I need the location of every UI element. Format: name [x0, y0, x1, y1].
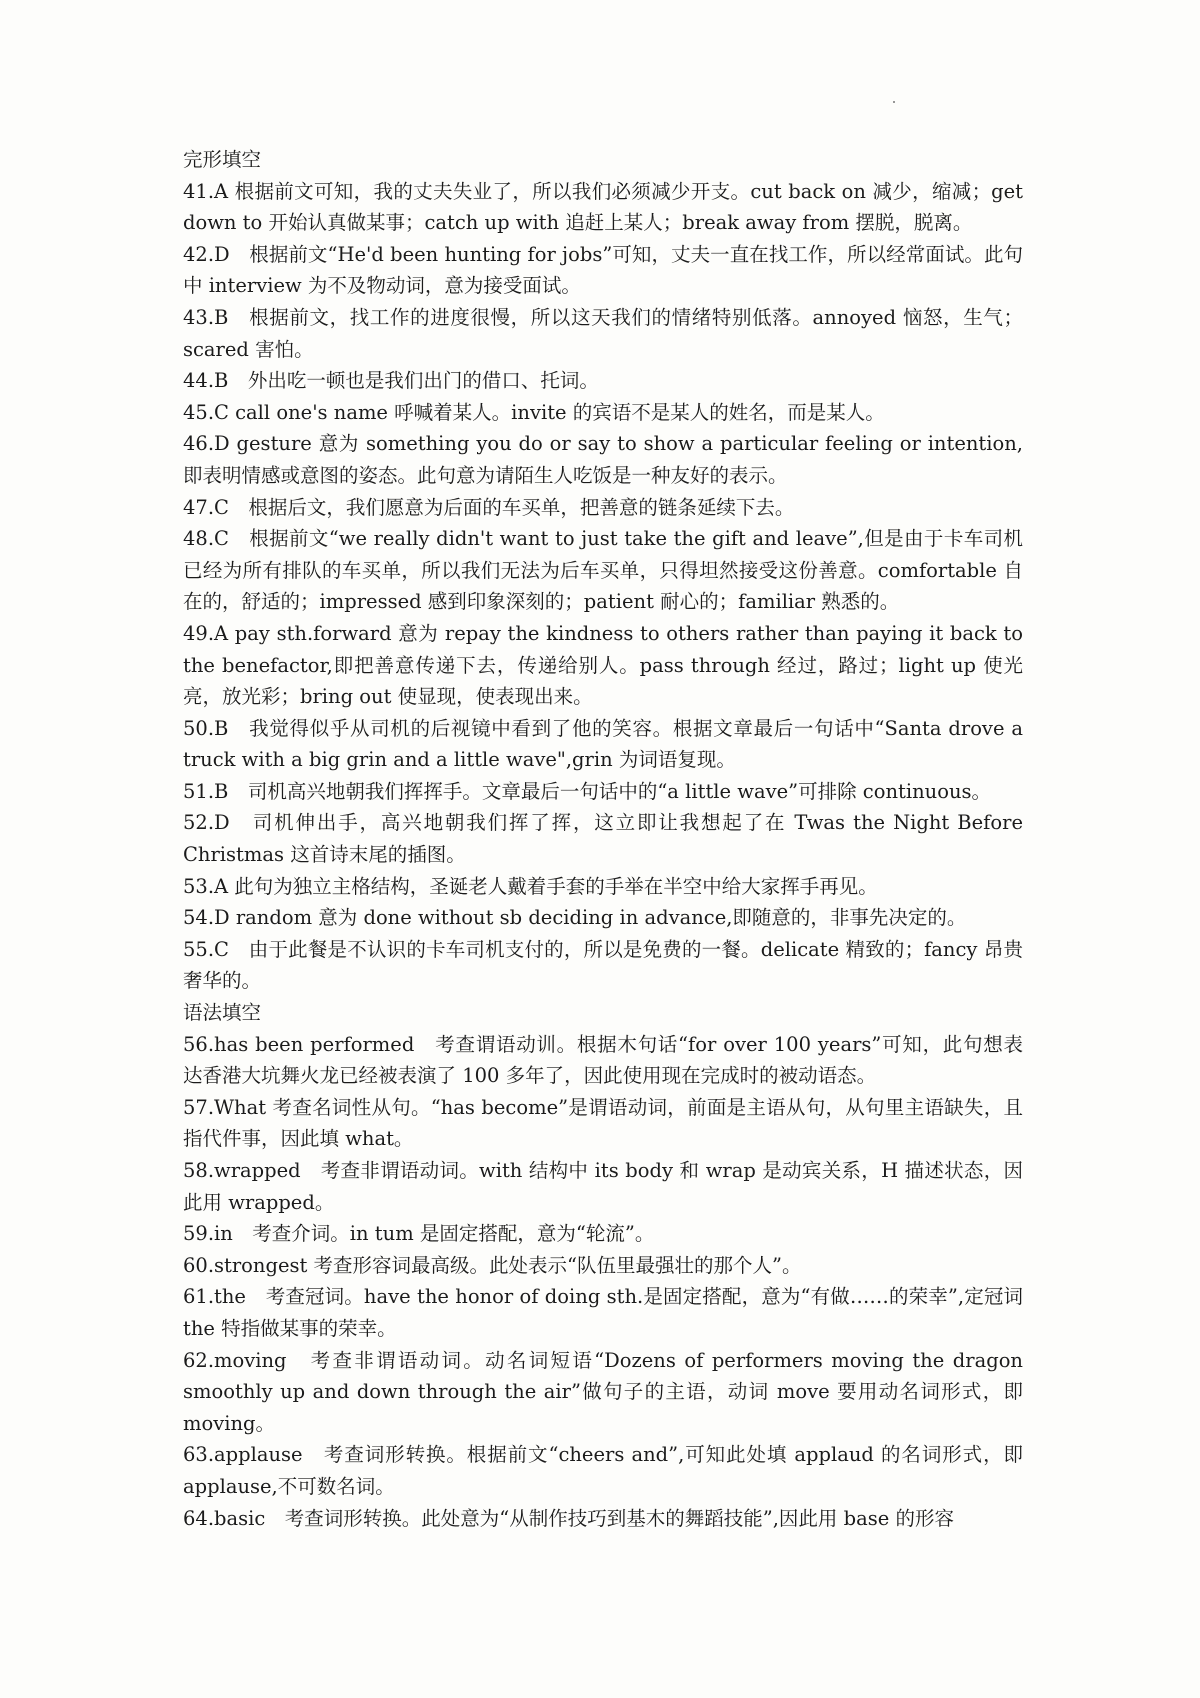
answer-51: 51.B 司机高兴地朝我们挥挥手。文章最后一句话中的“a little wave”可排除 continuous。 [183, 779, 992, 803]
answer-explanations [183, 144, 1023, 1534]
answer-58: 58.wrapped 考查非谓语动词。with 结构中 its body 和 wrap 是动宾关系，H 描述状态，因此用 wrapped。 [183, 1159, 1023, 1214]
answer-47: 47.C 根据后文，我们愿意为后面的车买单，把善意的链条延续下去。 [183, 495, 795, 519]
answer-42: 42.D 根据前文“He'd been hunting for jobs”可知，丈夫一直在找工作，所以经常面试。此句中 interview 为不及物动词，意为接受面试。 [183, 242, 1023, 298]
answer-62: 62.moving 考查非谓语动词。动名词短语“Dozens of performers moving the dragon smoothly up and down through the air”做句子的主语，动词 move 要用动名词形式，即 moving。 [183, 1348, 1023, 1435]
answer-59: 59.in 考查介词。in tum 是固定搭配，意为“轮流”。 [183, 1222, 655, 1246]
answer-56: 56.has been performed 考查谓语动训。根据木句话“for over 100 years”可知，此句想表达香港大坑舞火龙已经被表演了 100 多年了，因此使用现在完成时的被动语态。 [183, 1032, 1023, 1088]
answer-63: 63.applause 考查词形转换。根据前文“cheers and”,可知此处填 applaud 的名词形式，即 applause,不可数名词。 [183, 1443, 1023, 1498]
scan-speck [893, 101, 895, 103]
answer-53: 53.A 此句为独立主格结构，圣诞老人戴着手套的手举在半空中给大家挥手再见。 [183, 874, 878, 898]
section-heading-grammar: 语法填空 [183, 1001, 262, 1025]
answer-54: 54.D random 意为 done without sb deciding in advance,即随意的，非事先决定的。 [183, 906, 967, 930]
answer-60: 60.strongest 考查形容词最高级。此处表示“队伍里最强壮的那个人”。 [183, 1253, 802, 1277]
answer-64: 64.basic 考查词形转换。此处意为“从制作技巧到基木的舞蹈技能”,因此用 base 的形容 [183, 1506, 954, 1530]
answer-41: 41.A 根据前文可知，我的丈夫失业了，所以我们必须减少开支。cut back on 减少，缩减；get down to 开始认真做某事；catch up with 追赶上某人；break away from 摆脱，脱离。 [183, 179, 1023, 235]
answer-48: 48.C 根据前文“we really didn't want to just take the gift and leave”,但是由于卡车司机已经为所有排队的车买单，所以我们无法为后车买单，只得坦然接受这份善意。comfortable 自在的，舒适的；impressed 感到印象深刻的；patient 耐心的；familiar 熟悉的。 [183, 527, 1023, 614]
answer-50: 50.B 我觉得似乎从司机的后视镜中看到了他的笑容。根据文章最后一句话中“Santa drove a truck with a big grin and a little wave",grin 为词语复现。 [183, 716, 1023, 772]
answer-52: 52.D 司机伸出手，高兴地朝我们挥了挥，这立即让我想起了在 Twas the Night Before Christmas 这首诗末尾的插图。 [183, 811, 1023, 867]
answer-44: 44.B 外出吃一顿也是我们出门的借口、托词。 [183, 369, 599, 393]
answer-61: 61.the 考查冠词。have the honor of doing sth.是固定搭配，意为“有做……的荣幸”,定冠词 the 特指做某事的荣幸。 [183, 1285, 1023, 1340]
answer-55: 55.C 由于此餐是不认识的卡车司机支付的，所以是免费的一餐。delicate 精致的；fancy 昂贵奢华的。 [183, 937, 1023, 993]
answer-49: 49.A pay sth.forward 意为 repay the kindness to others rather than paying it back to the benefactor,即把善意传递下去，传递给别人。pass through 经过，路过；light up 使光亮，放光彩；bring out 使显现，使表现出来。 [183, 621, 1023, 709]
answer-43: 43.B 根据前文，找工作的进度很慢，所以这天我们的情绪特别低落。annoyed 恼怒，生气；scared 害怕。 [183, 305, 1023, 361]
section-heading-cloze: 完形填空 [183, 148, 262, 171]
answer-57: 57.What 考查名词性从句。“has become”是谓语动词，前面是主语从句，从句里主语缺失，且指代件事，因此填 what。 [183, 1095, 1023, 1151]
answer-45: 45.C call one's name 呼喊着某人。invite 的宾语不是某人的姓名，而是某人。 [183, 400, 885, 424]
answer-46: 46.D gesture 意为 something you do or say to show a particular feeling or intention,即表明情感或意图的姿态。此句意为请陌生人吃饭是一种友好的表示。 [183, 432, 1023, 487]
